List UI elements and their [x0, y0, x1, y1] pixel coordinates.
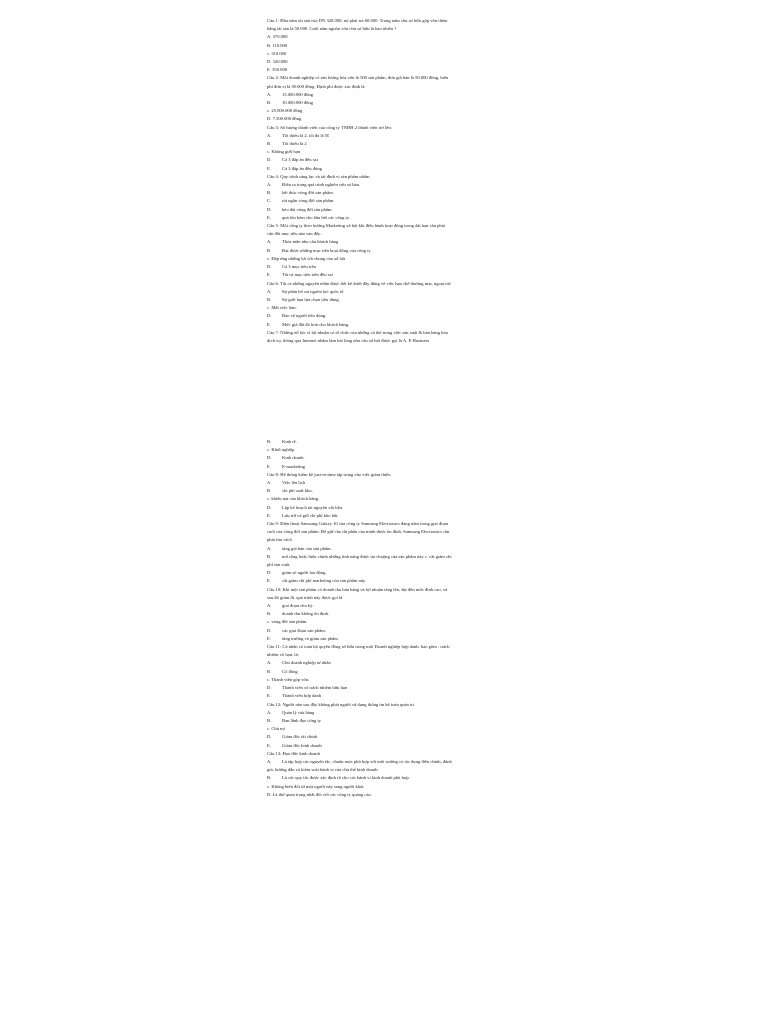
answer-option [267, 733, 495, 741]
option-letter: A. [267, 545, 272, 551]
option-text: các giai đoạn sản phẩm. [282, 627, 327, 633]
option-text: Thành viên hợp danh [282, 693, 322, 699]
text-line: phải tìm cách [267, 537, 292, 543]
option-text: Ban lãnh đạo công ty [282, 717, 322, 723]
option-text: kéo dài vòng đời sản phẩm. [282, 206, 333, 212]
option-text: Sự giới hạn lựa chọn tiêu dùng. [282, 296, 340, 302]
option-text: E-marketing [282, 463, 305, 469]
text-line: c. vòng đời sản phẩm. [267, 619, 308, 625]
answer-option [267, 296, 495, 304]
text-line: phí đơn vị là 30.000 đồng. Định phí được xác định là [267, 83, 365, 89]
text-line: c. Đáp ứng những lợi ích chung của xã hội [267, 255, 346, 261]
option-text: tăng giá bán của sản phẩm. [282, 545, 332, 551]
answer-option [267, 479, 495, 487]
answer-option [267, 156, 495, 164]
option-text: Lập kế hoạch tài nguyên vật liệu. [282, 504, 344, 510]
answer-option [267, 717, 495, 725]
option-letter: D. [267, 206, 272, 212]
option-text: Cả 3 đáp án đều sai [282, 157, 318, 163]
option-text: cắt giảm chi phí marketing của sản phẩm này. [282, 578, 367, 584]
answer-option [267, 454, 495, 462]
answer-option [267, 197, 495, 205]
text-line: c. Thành viên góp vốn. [267, 676, 310, 682]
option-letter: A. [267, 660, 272, 666]
answer-option [267, 545, 495, 553]
answer-option [267, 271, 495, 279]
option-letter: B. [267, 439, 272, 444]
option-letter: B. [267, 717, 272, 723]
option-text: Giám đốc tài chính [282, 734, 318, 740]
option-text: giảm số người lao động. [282, 570, 327, 576]
option-letter: D. [267, 157, 272, 163]
option-text: kết thúc vòng đời sản phẩm. [282, 190, 334, 196]
answer-option [267, 463, 495, 471]
option-text: Cả 3 mục tiêu trên [282, 264, 316, 270]
option-text: Tối thiểu là 2, tối đa là 50 [282, 132, 330, 138]
option-letter: E. [267, 693, 271, 699]
option-letter: D. [267, 570, 272, 576]
option-letter: C. [267, 198, 272, 204]
question-text: Câu 11: Cá nhân có toàn bộ quyền đồng sở hữu trong một Doanh nghiệp hợp danh, bao gồm : trách [267, 644, 450, 650]
option-text: Kinh tế. [282, 439, 297, 444]
answer-option [267, 569, 495, 577]
option-letter: A. [267, 91, 272, 97]
option-letter: B. [267, 668, 272, 674]
answer-option [267, 684, 495, 692]
text-line: D. 320.000 [267, 59, 288, 65]
question-text: Câu 7: Những nỗ lực vì lợi nhuận có tổ chức của những cá thể trong việc sản xuất & bán hàng hóa [267, 329, 448, 335]
option-letter: B. [267, 190, 272, 196]
question-text: Câu 10: Khi một sản phẩm có doanh thu bán hàng và lợi nhuận tăng lên, đạt đến mức đỉnh cao, và [267, 586, 448, 592]
option-letter: A. [267, 480, 272, 486]
question-text: Câu 6: Tất cả những nguyên nhân được liệt kê dưới đây đúng về việc hạn chế thương mại, ngoại trừ [267, 280, 451, 286]
option-letter: D. [267, 264, 272, 270]
option-letter: B. [267, 488, 272, 494]
answer-option [267, 553, 495, 561]
answer-option [267, 742, 495, 750]
text-line: cân đối mục tiêu nào sau đây: [267, 231, 322, 237]
option-letter: A. [267, 132, 272, 138]
text-line: c. Mất việc làm. [267, 305, 297, 311]
option-letter: D. [267, 504, 272, 510]
answer-option [267, 247, 495, 255]
option-text: Cả 3 đáp án đều đúng [282, 165, 322, 171]
option-letter: D. [267, 627, 272, 633]
option-text: chi phí xuất kho. [282, 488, 313, 494]
answer-option [267, 709, 495, 717]
text-line: c. Không biến đổi từ một người này sang người khác [267, 783, 365, 789]
option-letter: B. [267, 100, 272, 106]
option-text: Điều ra trong quá trình nghiên cứu sơ bản. [282, 182, 361, 188]
option-letter: B. [267, 553, 272, 559]
answer-option [267, 238, 495, 246]
answer-option [267, 504, 495, 512]
option-letter: D. [267, 734, 272, 740]
text-line: nhiệm vô hạn, là: [267, 652, 299, 658]
question-text: Câu 2: Một doanh nghiệp có sản lượng hòa vốn là 500 sản phẩm, đơn giá bán là 50.000 đồng, biến [267, 75, 449, 81]
option-text: Tối thiểu là 2 [282, 141, 307, 147]
text-line: cuối của vòng đời sản phẩm. Để giữ cho thị phần của mình được ổn định, Samsung Electronics cần [267, 529, 450, 535]
option-letter: B. [267, 775, 272, 781]
question-block-upper [267, 17, 495, 345]
question-text: Câu 9: Điện thoại Samsung Galaxy 10 của công ty Samsung Electronics đang nằm trong giai đoạn [267, 521, 448, 527]
option-letter: A. [267, 288, 272, 294]
question-text: Câu 4: Quy trình sáng lục và tái định vị sản phẩm nhằm [267, 173, 370, 179]
option-letter: A. [267, 603, 272, 609]
option-text: Chủ doanh nghiệp tư nhân [282, 660, 331, 666]
option-text: 10.000.000 đồng [282, 100, 314, 106]
option-text: Mức giá đắt đỏ hơn cho khách hàng. [282, 321, 350, 327]
option-letter: B. [267, 247, 272, 253]
option-text: Sự phân bổ sai nguồn lực quốc tế. [282, 288, 345, 294]
answer-option [267, 91, 495, 99]
answer-option [267, 189, 495, 197]
answer-option [267, 627, 495, 635]
answer-option [267, 692, 495, 700]
question-block-lower [267, 438, 495, 799]
answer-option [267, 181, 495, 189]
option-letter: E. [267, 321, 271, 327]
option-text: Cổ đông [282, 668, 298, 674]
text-line: c. 25.000.000 đồng [267, 108, 303, 114]
answer-option [267, 321, 495, 329]
answer-option [267, 214, 495, 222]
answer-option [267, 132, 495, 140]
option-letter: E. [267, 512, 271, 518]
answer-option [267, 577, 495, 585]
option-text: 15.000.000 đồng [282, 91, 314, 97]
text-line: giá, hướng dẫn và kiểm soát hành vi của chủ thể kinh doanh. [267, 767, 379, 773]
answer-option [267, 668, 495, 676]
text-line: D. Là thứ quan trọng nhất đối với các công ty quảng cáo. [267, 791, 372, 797]
answer-option [267, 610, 495, 618]
option-letter: E. [267, 578, 271, 584]
question-text: Câu 1: Đầu năm tài sản của DN 320.000; nợ phải trả 60.000. Trong năm chủ sở hữu góp vốn thêm [267, 18, 448, 23]
question-text: Câu 8: Hệ thống kiểm kê just-in-time tập trung vào việc giảm thiểu [267, 471, 391, 477]
question-text: Câu 5: Một công ty theo hướng Marketing xã hội khi điều hành hoạt động trong dài hạn cần phải [267, 223, 446, 229]
answer-option [267, 438, 495, 446]
answer-option [267, 140, 495, 148]
text-line: c. 310.000 [267, 50, 287, 56]
answer-option [267, 602, 495, 610]
answer-option [267, 659, 495, 667]
option-letter: E. [267, 165, 271, 171]
option-text: Quản lý cửa hàng [282, 709, 315, 715]
option-letter: E. [267, 272, 271, 278]
answer-option [267, 206, 495, 214]
option-text: Việc lên lịch [282, 480, 306, 486]
option-text: Bảo vệ người tiêu dùng. [282, 313, 327, 319]
answer-option [267, 487, 495, 495]
text-line: E. 350.000 [267, 67, 288, 73]
text-line: D. 7.500.000 đồng [267, 116, 302, 122]
text-line: c. khiếu nại của khách hàng. [267, 496, 320, 502]
option-letter: E. [267, 635, 271, 641]
option-text: Kinh doanh. [282, 455, 305, 461]
answer-option [267, 774, 495, 782]
text-line: dịch vụ, thông qua Internet nhằm làm hài lòng nhu cầu xã hội được gọi là A. E-Business [267, 337, 430, 343]
answer-option [267, 312, 495, 320]
option-text: Tất cả mục tiêu trên đều sai [282, 272, 333, 278]
option-letter: D. [267, 455, 272, 461]
option-text: Giám đốc kinh doanh [282, 742, 322, 748]
option-letter: B. [267, 141, 272, 147]
option-letter: E. [267, 742, 271, 748]
answer-option [267, 165, 495, 173]
text-line: c. Khởi nghiệp [267, 447, 295, 453]
option-text: tăng trưởng và giảm sản phẩm [282, 635, 338, 641]
text-line: sau đó giảm đi, quá trình này được gọi là [267, 594, 343, 600]
option-text: Lưu trữ và giữ chi phí kho bãi. [282, 512, 339, 518]
option-text: quá tốn kém cho hầu hết các công ty. [282, 214, 350, 220]
option-letter: A. [267, 758, 272, 764]
option-text: Đạt được những mục tiêu hoạt động của công ty [282, 247, 371, 253]
option-text: Là tập hợp các nguyên tắc, chuẩn mực phù hợp với môi trường có tác dụng điều chỉnh, đánh [282, 758, 452, 764]
option-letter: A. [267, 182, 272, 188]
answer-option [267, 758, 495, 766]
question-text: Câu 13: Đạo đức kinh doanh [267, 750, 320, 756]
option-text: mở rộng hoặc hiệu chỉnh những tính năng được ưa chuộng của sản phẩm này c. cắt giảm chi [282, 553, 452, 559]
option-letter: E. [267, 463, 271, 469]
option-letter: D. [267, 685, 272, 691]
option-text: rút ngắn vòng đời sản phẩm. [282, 198, 335, 204]
question-text: Câu 3: Số lượng thành viên của công ty TNHH 2 thành viên trở lên: [267, 124, 392, 130]
option-letter: A. [267, 239, 272, 245]
answer-option [267, 99, 495, 107]
option-text: Là các quy tắc được xác định rõ cho các hành vi kinh doanh phù hợp. [282, 775, 410, 781]
text-line: B. 110.000 [267, 42, 288, 48]
text-line: bằng tài sản là 50.000. Cuối năm nguồn vốn chủ sở hữu là bao nhiêu ? [267, 26, 397, 32]
option-letter: D. [267, 313, 272, 319]
option-text: doanh thu không ổn định. [282, 611, 330, 617]
option-letter: E. [267, 214, 271, 220]
question-text: Câu 12: Người nào sau đây không phải người sử dụng thông tin kế toán quản trị [267, 701, 415, 707]
text-line: c. Chủ nợ [267, 726, 285, 732]
text-line: phí sản xuất. [267, 562, 291, 568]
answer-option [267, 512, 495, 520]
answer-option [267, 263, 495, 271]
option-text: Thỏa mãn nhu cầu khách hàng [282, 239, 339, 245]
text-line: A. 370.000 [267, 34, 288, 40]
answer-option [267, 635, 495, 643]
option-letter: B. [267, 296, 272, 302]
answer-option [267, 288, 495, 296]
option-letter: B. [267, 611, 272, 617]
option-letter: A. [267, 709, 272, 715]
text-line: c. Không giới hạn [267, 149, 301, 155]
option-text: giai đoạn chu kỳ. [282, 603, 314, 609]
option-text: Thành viên có trách nhiệm hữu hạn [282, 685, 348, 691]
